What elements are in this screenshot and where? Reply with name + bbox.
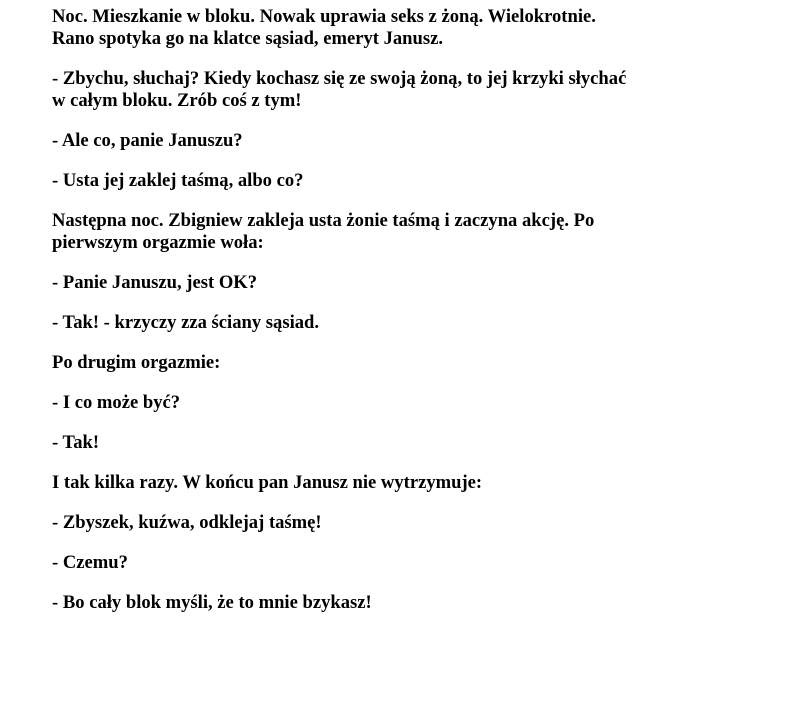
text-line: - Panie Januszu, jest OK? bbox=[52, 272, 258, 293]
text-line: - I co może być? bbox=[52, 392, 181, 413]
paragraph-14 bbox=[52, 592, 792, 614]
paragraph-7 bbox=[52, 312, 792, 334]
text-line: - Ale co, panie Januszu? bbox=[52, 130, 243, 151]
text-line: w całym bloku. Zrób coś z tym! bbox=[52, 90, 302, 111]
text-line: I tak kilka razy. W końcu pan Janusz nie wytrzymuje: bbox=[52, 472, 483, 493]
paragraph-13 bbox=[52, 552, 792, 574]
text-line: pierwszym orgazmie woła: bbox=[52, 232, 264, 253]
text-line: - Tak! - krzyczy zza ściany sąsiad. bbox=[52, 312, 320, 333]
text-line: - Zbychu, słuchaj? Kiedy kochasz się ze swoją żoną, to jej krzyki słychać bbox=[52, 68, 627, 89]
paragraph-11 bbox=[52, 472, 792, 494]
paragraph-10 bbox=[52, 432, 792, 454]
text-line: - Usta jej zaklej taśmą, albo co? bbox=[52, 170, 304, 191]
text-line: - Zbyszek, kuźwa, odklejaj taśmę! bbox=[52, 512, 322, 533]
joke-text-document bbox=[52, 6, 792, 632]
paragraph-4 bbox=[52, 170, 792, 192]
text-line: - Bo cały blok myśli, że to mnie bzykasz! bbox=[52, 592, 372, 613]
paragraph-5 bbox=[52, 210, 792, 254]
paragraph-8 bbox=[52, 352, 792, 374]
text-line: Noc. Mieszkanie w bloku. Nowak uprawia seks z żoną. Wielokrotnie. bbox=[52, 6, 596, 27]
paragraph-3 bbox=[52, 130, 792, 152]
paragraph-2 bbox=[52, 68, 792, 112]
text-line: - Czemu? bbox=[52, 552, 128, 573]
text-line: - Tak! bbox=[52, 432, 100, 453]
paragraph-6 bbox=[52, 272, 792, 294]
text-line: Rano spotyka go na klatce sąsiad, emeryt Janusz. bbox=[52, 28, 444, 49]
text-line: Następna noc. Zbigniew zakleja usta żonie taśmą i zaczyna akcję. Po bbox=[52, 210, 595, 231]
paragraph-1 bbox=[52, 6, 792, 50]
paragraph-9 bbox=[52, 392, 792, 414]
paragraph-12 bbox=[52, 512, 792, 534]
text-line: Po drugim orgazmie: bbox=[52, 352, 221, 373]
